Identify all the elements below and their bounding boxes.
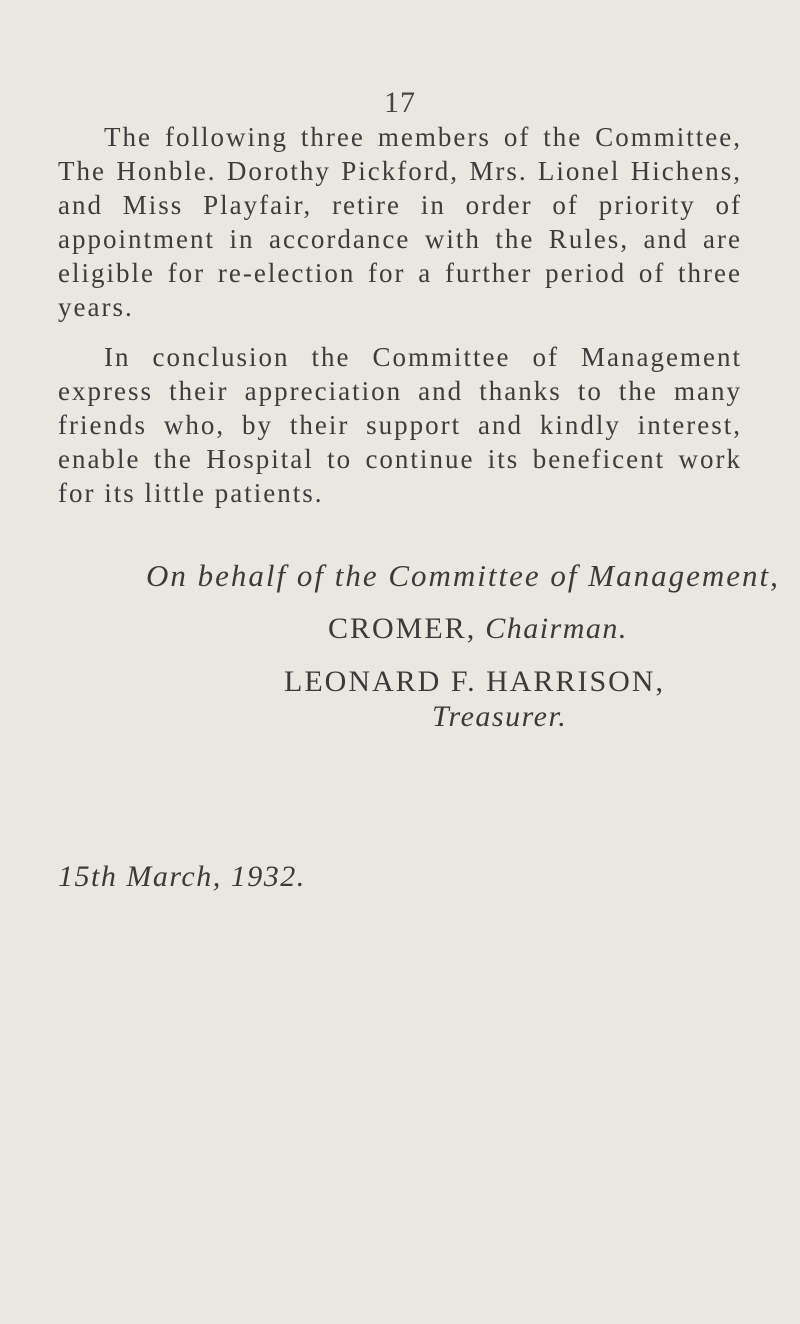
chairman-title: Chairman.: [485, 612, 628, 645]
chairman-name: CROMER,: [328, 612, 477, 645]
treasurer-name: LEONARD F. HARRISON,: [284, 665, 665, 698]
treasurer-title: Treasurer.: [432, 700, 568, 733]
report-date: 15th March, 1932.: [58, 860, 306, 893]
body-text: [58, 120, 742, 526]
page-number: 17: [384, 86, 416, 119]
paragraph-conclusion: In conclusion the Committee of Management express their appreciation and thanks to the many friends who, by their support and kindly interest, enable the Hospital to continue its beneficent work for its little patients.: [58, 342, 742, 508]
paragraph-retirement: The following three members of the Committee, The Honble. Dorothy Pickford, Mrs. Lionel Hichens, and Miss Playfair, retire in order of priority of appointment in accordance with the Rules, and are eligible for re-election for a further period of three years.: [58, 122, 742, 322]
chairman-signature: [328, 612, 628, 646]
on-behalf-line: On behalf of the Committee of Management,: [146, 558, 780, 593]
